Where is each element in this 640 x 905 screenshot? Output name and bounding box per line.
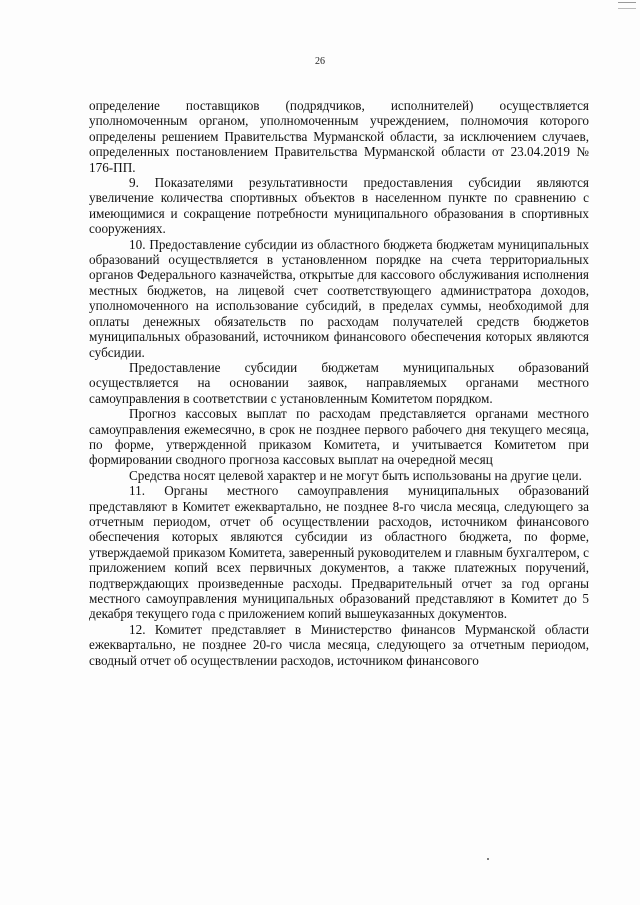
scan-speck — [487, 858, 489, 860]
scan-artifact — [618, 2, 636, 9]
paragraph-11: 11. Органы местного самоуправления муниципальных образований представляют в Комитет ежеквартально, не позднее 8-го числа месяца, следующего за отчетным периодом, отчет об осуществлении расходов, источником финансового обеспечения которых являются субсидии из областного бюджета, по форме, утверждаемой приказом Комитета, заверенный руководителем и главным бухгалтером, с приложением копий всех первичных документов, а также платежных поручений, подтверждающих произведенные расходы. Предварительный отчет за год органы местного самоуправления муниципальных образований представляют в Комитет до 5 декабря текущего года с приложением копий вышеуказанных документов. — [89, 483, 589, 622]
paragraph-10-subsidy-requests: Предоставление субсидии бюджетам муниципальных образований осуществляется на основании заявок, направляемых органами местного самоуправления в соответствии с установленным Комитетом порядком. — [89, 359, 589, 406]
paragraph-10: 10. Предоставление субсидии из областного бюджета бюджетам муниципальных образований осуществляется в установленном порядке на счета территориальных органов Федерального казначейства, открытые для кассового обслуживания исполнения местных бюджетов, на лицевой счет соответствующего администратора доходов, уполномоченного на использование субсидий, в пределах суммы, необходимой для оплаты денежных обязательств по расходам получателей средств бюджетов муниципальных образований, источником финансового обеспечения которых являются субсидии. — [89, 236, 589, 360]
paragraph-10-cash-forecast: Прогноз кассовых выплат по расходам представляется органами местного самоуправления ежемесячно, в срок не позднее первого рабочего дня текущего месяца, по форме, утвержденной приказом Комитета, и учитывается Комитетом при формировании сводного прогноза кассовых выплат на очередной месяц — [89, 406, 589, 468]
paragraph-9: 9. Показателями результативности предоставления субсидии являются увеличение количества спортивных объектов в населенном пункте по сравнению с имеющимися и сокращение потребности муниципального образования в спортивных сооружениях. — [89, 175, 589, 237]
document-body — [89, 98, 589, 668]
page-number: 26 — [315, 56, 325, 67]
paragraph-10-targeted-funds: Средства носят целевой характер и не могут быть использованы на другие цели. — [129, 467, 582, 483]
paragraph-12: 12. Комитет представляет в Министерство финансов Мурманской области ежеквартально, не позднее 20-го числа месяца, следующего за отчетным периодом, сводный отчет об осуществлении расходов, источником финансового — [89, 621, 589, 668]
paragraph-continuation: определение поставщиков (подрядчиков, исполнителей) осуществляется уполномоченным органом, уполномоченным учреждением, полномочия которого определены решением Правительства Мурманской области, за исключением случаев, определенных постановлением Правительства Мурманской области от 23.04.2019 № 176-ПП. — [89, 98, 589, 175]
